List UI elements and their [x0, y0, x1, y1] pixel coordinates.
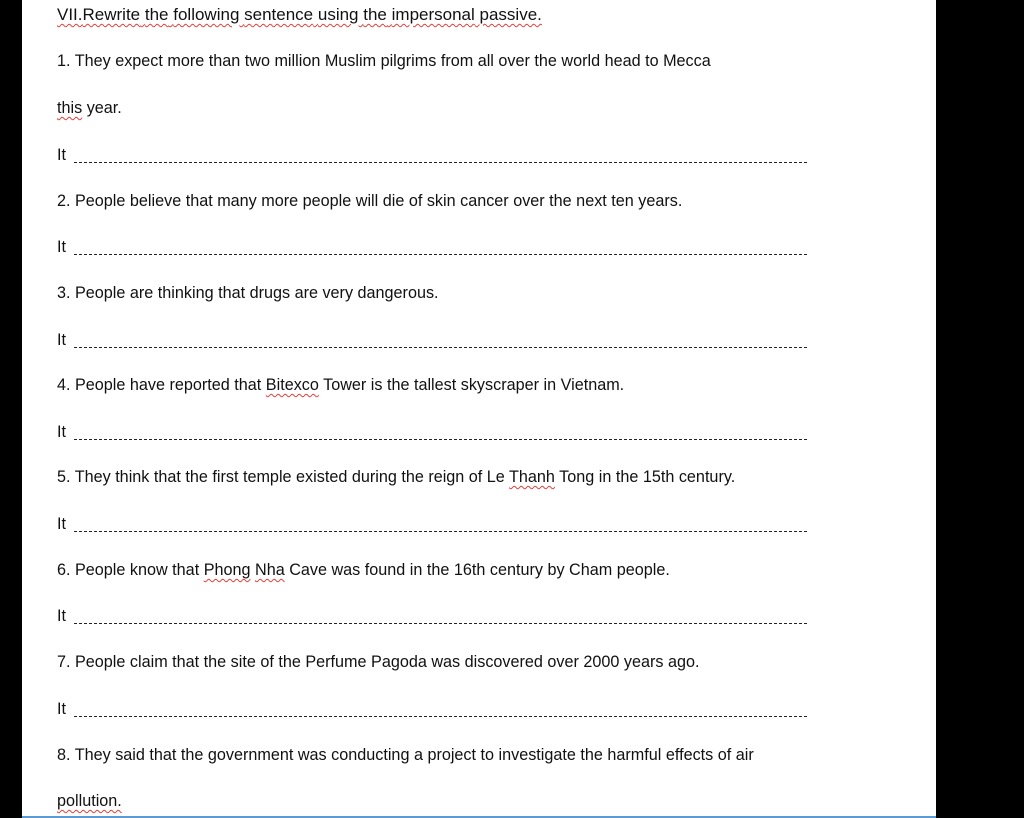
answer-line-4[interactable]: It — [57, 423, 807, 445]
sentence-1: 1. They expect more than two million Muslim pilgrims from all over the world head to Mecca — [57, 52, 711, 70]
answer-line-2[interactable]: It — [57, 238, 807, 260]
answer-line-1[interactable]: It — [57, 146, 807, 168]
answer-line-3[interactable]: It — [57, 331, 807, 353]
exercise-heading: VII.Rewrite the following sentence using the impersonal passive. — [57, 5, 542, 24]
answer-line-6[interactable]: It — [57, 607, 807, 629]
sentence-1-continued: this year. — [57, 99, 122, 117]
sentence-4: 4. People have reported that Bitexco Tower is the tallest skyscraper in Vietnam. — [57, 376, 625, 394]
answer-line-5[interactable]: It — [57, 515, 807, 537]
sentence-6: 6. People know that Phong Nha Cave was found in the 16th century by Cham people. — [57, 561, 670, 579]
sentence-7: 7. People claim that the site of the Perfume Pagoda was discovered over 2000 years ago. — [57, 653, 700, 671]
answer-line-7[interactable]: It — [57, 700, 807, 722]
sentence-8-continued: pollution. — [57, 792, 122, 810]
sentence-8: 8. They said that the government was conducting a project to investigate the harmful effects of air — [57, 746, 754, 764]
sentence-3: 3. People are thinking that drugs are very dangerous. — [57, 284, 439, 302]
sentence-2: 2. People believe that many more people will die of skin cancer over the next ten years. — [57, 192, 683, 210]
document-page — [22, 0, 936, 818]
sentence-5: 5. They think that the first temple existed during the reign of Le Thanh Tong in the 15th century. — [57, 468, 736, 486]
